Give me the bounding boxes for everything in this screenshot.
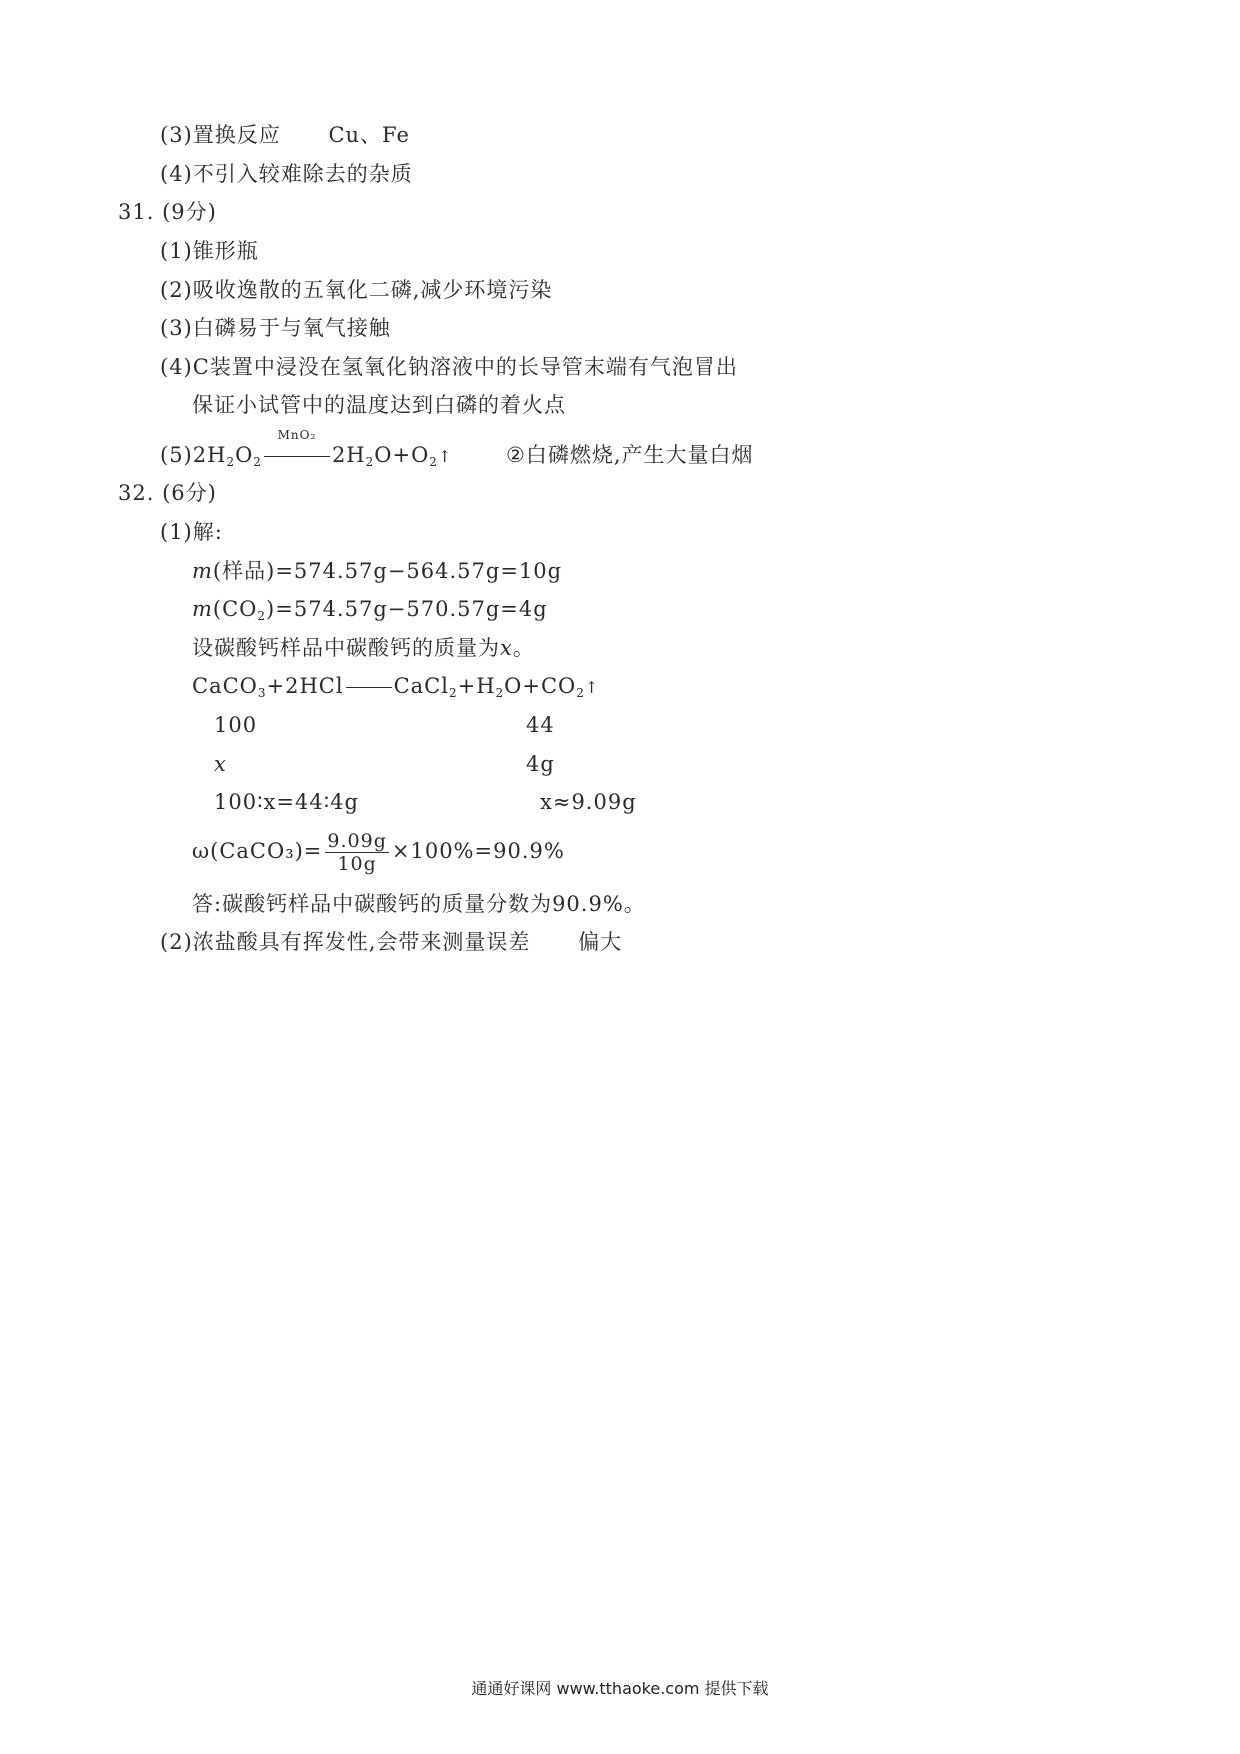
q32-header: 32. (6分) xyxy=(118,481,217,505)
gas-up-arrow: ↑ xyxy=(437,447,453,466)
q32-part2: (2)浓盐酸具有挥发性,会带来测量误差 偏大 xyxy=(160,930,623,954)
q32-part2-result: 偏大 xyxy=(578,930,623,954)
download-footer: 通通好课网 www.tthaoke.com 提供下载 xyxy=(471,1679,769,1698)
q31-part4: (4)C装置中浸没在氢氧化钠溶液中的长导管末端有气泡冒出 xyxy=(160,355,738,379)
q31-part1: (1)锥形瓶 xyxy=(160,239,259,263)
proportion-line: 100∶x=44∶4g xyxy=(214,790,359,814)
caco3-unknown: x xyxy=(214,752,227,776)
catalyst-condition: MnO₂ xyxy=(277,428,317,442)
q30-part4: (4)不引入较难除去的杂质 xyxy=(160,162,413,186)
mass-fraction-line: ω(CaCO₃)= $\frac{9.09g}{10g}$ ×100%=90.9% xyxy=(192,830,565,875)
reaction-arrow-line xyxy=(264,456,330,457)
caco3-molar-mass: 100 xyxy=(214,713,258,737)
q31-part5-observation: ②白磷燃烧,产生大量白烟 xyxy=(506,443,754,467)
q31-part4-line2: 保证小试管中的温度达到白磷的着火点 xyxy=(192,393,566,417)
assumption-line: 设碳酸钙样品中碳酸钙的质量为x。 xyxy=(192,636,535,660)
q31-part2: (2)吸收逸散的五氧化二磷,减少环境污染 xyxy=(160,278,553,302)
x-result: x≈9.09g xyxy=(540,790,637,814)
q32-part1-solve: (1)解: xyxy=(160,520,223,544)
q31-part5: $(5)2H_2O_2$ MnO₂ $2H_2O+O_2↑$ ②白磷燃烧,产生大量白烟 xyxy=(160,428,754,469)
mass-fraction: $\frac{9.09g}{10g}$ xyxy=(327,830,387,875)
mass-sample-line: m(样品)=574.57g−564.57g=10g xyxy=(192,559,563,583)
caco3-hcl-equation: CaCO$_3$+2HCl $CaCl_2+H_2O+CO_2↑$ xyxy=(192,674,600,700)
h2o2-equation: $2H_2O_2$ MnO₂ $2H_2O+O_2↑$ xyxy=(192,428,453,469)
co2-molar-mass: 44 xyxy=(526,713,555,737)
q30-part3: (3)置换反应 Cu、Fe xyxy=(160,123,410,147)
answer-line: 答:碳酸钙样品中碳酸钙的质量分数为90.9%。 xyxy=(192,892,646,916)
co2-mass: 4g xyxy=(526,752,555,776)
mass-co2-line: $m(CO_2)=574.57g-570.57g=4g$ xyxy=(192,597,548,623)
gas-up-arrow: ↑ xyxy=(584,678,600,697)
q30-part3-metals: Cu、Fe xyxy=(328,123,410,147)
q31-part3: (3)白磷易于与氧气接触 xyxy=(160,316,391,340)
q31-header: 31. (9分) xyxy=(118,200,217,224)
